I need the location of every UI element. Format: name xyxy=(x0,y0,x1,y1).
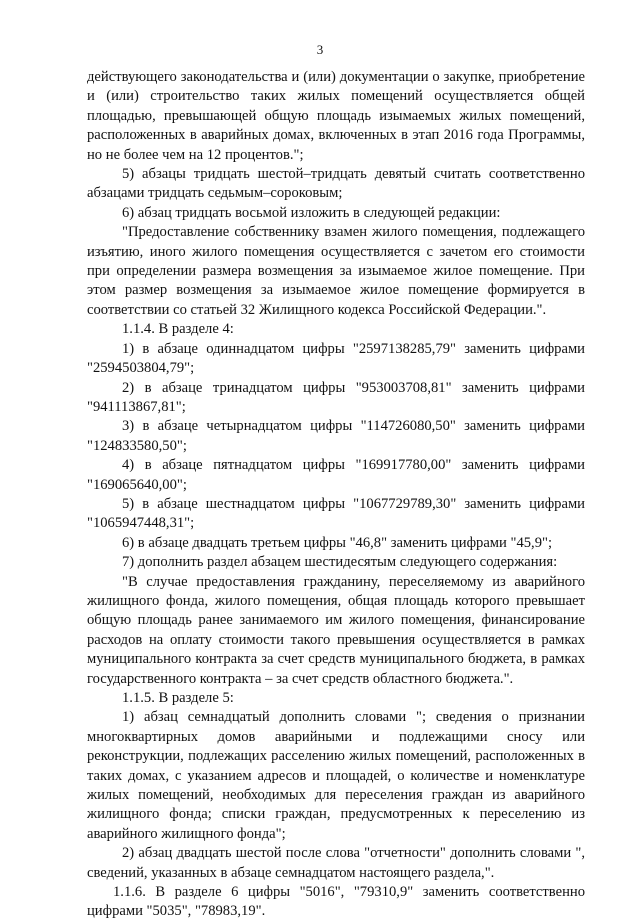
section-heading-1-1-5: 1.1.5. В разделе 5: xyxy=(122,690,234,706)
paragraph-item-5-renumber: 5) абзацы тридцать шестой–тридцать девятый считать соответственно абзацами тридцать седьмым–сороковым; xyxy=(87,166,585,202)
document-body xyxy=(87,68,585,922)
paragraph-amend-item-4: 4) в абзаце пятнадцатом цифры "169917780,00" заменить цифрами "169065640,00"; xyxy=(87,457,585,493)
paragraph-amend-item-3: 3) в абзаце четырнадцатом цифры "114726080,50" заменить цифрами "124833580,50"; xyxy=(87,418,585,454)
paragraph-quoted-addition: "В случае предоставления гражданину, переселяемому из аварийного жилищного фонда, жилого помещения, общая площадь которого превышает общую площадь ранее занимаемого им жилого помещения, финансирование расходов на оплату стоимости такого превышения осуществляется в рамках муниципального контракта за счет средств муниципального бюджета, в рамках государственного контракта – за счет средств областного бюджета.". xyxy=(87,573,585,687)
paragraph-amend-item-2: 2) в абзаце тринадцатом цифры "953003708,81" заменить цифрами "941113867,81"; xyxy=(87,379,585,415)
paragraph-section5-item-2: 2) абзац двадцать шестой после слова "отчетности" дополнить словами ", сведений, указанных в абзаце семнадцатом настоящего раздела,". xyxy=(87,845,585,881)
paragraph-amend-item-7: 7) дополнить раздел абзацем шестидесятым следующего содержания: xyxy=(122,554,558,571)
section-heading-1-1-4: 1.1.4. В разделе 4: xyxy=(122,321,234,338)
paragraph-amend-item-6: 6) в абзаце двадцать третьем цифры "46,8" заменить цифрами "45,9"; xyxy=(122,534,553,551)
page-number: 3 xyxy=(316,42,324,57)
paragraph-item-6-new-wording: 6) абзац тридцать восьмой изложить в следующей редакции: xyxy=(122,204,501,221)
paragraph-quoted-new-text: "Предоставление собственнику взамен жилого помещения, подлежащего изъятию, иного жилого помещения осуществляется с зачетом его стоимости при определении размера возмещения за изымаемое жилое помещение. При этом размер возмещения за изымаемое жилое помещение формируется в соответствии со статьей 32 Жилищного кодекса Российской Федерации.". xyxy=(87,224,585,318)
paragraph-continuation: действующего законодательства и (или) документации о закупке, приобретение и (или) строительство таких жилых помещений осуществляется общей площадью, превышающей общую площадь изымаемых жилых помещений, расположенных в аварийных домах, включенных в этап 2016 года Программы, но не более чем на 12 процентов."; xyxy=(87,69,585,163)
paragraph-section5-item-1: 1) абзац семнадцатый дополнить словами "; сведения о признании многоквартирных домов аварийными и подлежащими сносу или реконструкции, подлежащих расселению жилых помещений, расположенных в таких домах, с указанием адресов и площадей, о количестве и номенклатуре жилых помещений, необходимых для переселения граждан из аварийного жилищного фонда; списки граждан, предусмотренных к переселению из аварийного жилищного фонда"; xyxy=(87,709,585,842)
paragraph-amend-item-5: 5) в абзаце шестнадцатом цифры "1067729789,30" заменить цифрами "1065947448,31"; xyxy=(87,495,585,532)
paragraph-amend-item-1: 1) в абзаце одиннадцатом цифры "2597138285,79" заменить цифрами "2594503804,79"; xyxy=(87,340,585,377)
section-heading-1-1-6: 1.1.6. В разделе 6 цифры "5016", "79310,9" заменить соответственно цифрами "5035", "78983,19". xyxy=(87,884,585,920)
